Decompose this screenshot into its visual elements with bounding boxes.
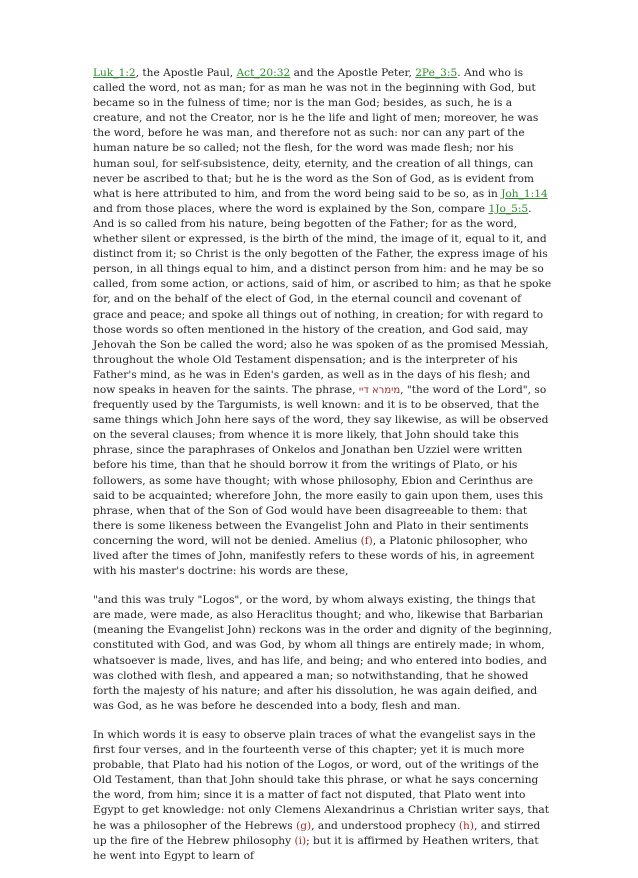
footnote-marker-h[interactable]: (h) [458,819,475,832]
paragraph-2-quote [93,593,553,714]
text-run: , and understood prophecy [311,819,459,832]
text-run: , the Apostle Paul, [135,67,237,79]
text-run: , and stirred up the fire of the Hebrew philosophy [93,819,541,847]
footnote-marker-i[interactable]: (i) [294,834,307,847]
text-run: , "the word of the Lord", so frequently used by the Targumists, is well known: and it is to be observed, that the same things which John here says of the word, they say likewise, as will be observed on the several clauses; from whence it is more likely, that John should take this phrase, since the paraphrases of Onkelos and Jonathan ben Uzziel were written before his time, than that he should borrow it from the writings of Plato, or his followers, as some have thought; with whose philosophy, Ebion and Cerinthus are said to be acquainted; wherefore John, the more easily to gain upon them, uses this phrase, when that of the Son of God would have been disagreeable to them: that there is some likeness between the Evangelist John and Plato in their sentiments concerning the word, will not be denied. Amelius [93,383,549,547]
ref-link-1jo-5-5[interactable]: 1Jo_5:5 [488,202,529,215]
paragraph-1 [93,66,553,579]
text-run: , a Platonic philosopher, who lived after the times of John, manifestly refers to these words of his, in agreement with his master's doctrine: his words are these, [93,534,535,578]
ref-link-act-20-32[interactable]: Act_20:32 [236,67,291,79]
hebrew-phrase: מימרא דיי [358,384,401,396]
ref-link-2pe-3-5[interactable]: 2Pe_3:5 [415,67,458,79]
text-run: . And who is called the word, not as man; for as man he was not in the beginning with God, but became so in the fulness of time; nor is the man God; besides, as such, he is a creature, and not the Creator, nor is he the life and light of men; moreover, he was the word, before he was man, and therefore not as such: nor can any part of the human nature be so called; not the flesh, for the word was made flesh; nor his human soul, for self-subsistence, deity, eternity, and the creation of all things, can never be ascribed to that; but he is the word as the Son of God, as is evident from what is here attributed to him, and from the word being said to be so, as in [93,67,539,200]
commentary-page [93,66,553,878]
paragraph-3 [93,728,553,864]
text-run: ; but it is affirmed by Heathen writers, that he went into Egypt to learn of [93,834,539,862]
text-run: and the Apostle Peter, [290,67,416,79]
text-run: . And is so called from his nature, being begotten of the Father; for as the word, whether silent or expressed, is the birth of the mind, the image of it, equal to it, and distinct from it; so Christ is the only begotten of the Father, the express image of his person, in all things equal to him, and a distinct person from him: and he may be so called, from some action, or actions, said of him, or ascribed to him; as that he spoke for, and on the behalf of the elect of God, in the eternal council and covenant of grace and peace; and spoke all things out of nothing, in creation; for with regard to those words so often mentioned in the history of the creation, and God said, may Jehovah the Son be called the word; also he was spoken of as the promised Messiah, throughout the whole Old Testament dispensation; and is the interpreter of his Father's mind, as he was in Eden's garden, as well as in the days of his flesh; and now speaks in heaven for the saints. The phrase, [93,202,552,396]
text-run: and from those places, where the word is explained by the Son, compare [93,202,489,215]
footnote-marker-g[interactable]: (g) [296,819,312,832]
ref-link-luk-1-2[interactable]: Luk_1:2 [93,67,136,79]
text-run: In which words it is easy to observe plain traces of what the evangelist says in the first four verses, and in the fourteenth verse of this chapter; yet it is much more probable, that Plato had his notion of the Logos, or word, out of the writings of the Old Testament, than that John should take this phrase, or what he says concerning the word, from him; since it is a matter of fact not disputed, that Plato went into Egypt to get knowledge: not only Clemens Alexandrinus a Christian writer says, that he was a philosopher of the Hebrews [93,728,549,832]
ref-link-joh-1-14[interactable]: Joh_1:14 [501,187,548,200]
text-run: "and this was truly "Logos", or the word, by whom always existing, the things that are made, were made, as also Heraclitus thought; and who, likewise that Barbarian (meaning the Evangelist John) reckons was in the order and dignity of the beginning, constituted with God, and was God, by whom all things are entirely made; in whom, whatsoever is made, lives, and has life, and being; and who entered into bodies, and was clothed with flesh, and appeared a man; so notwithstanding, that he showed forth the majesty of his nature; and after his dissolution, he was again deified, and was God, as he was before he descended into a body, flesh and man. [93,594,552,712]
footnote-marker-f[interactable]: (f) [360,534,373,547]
